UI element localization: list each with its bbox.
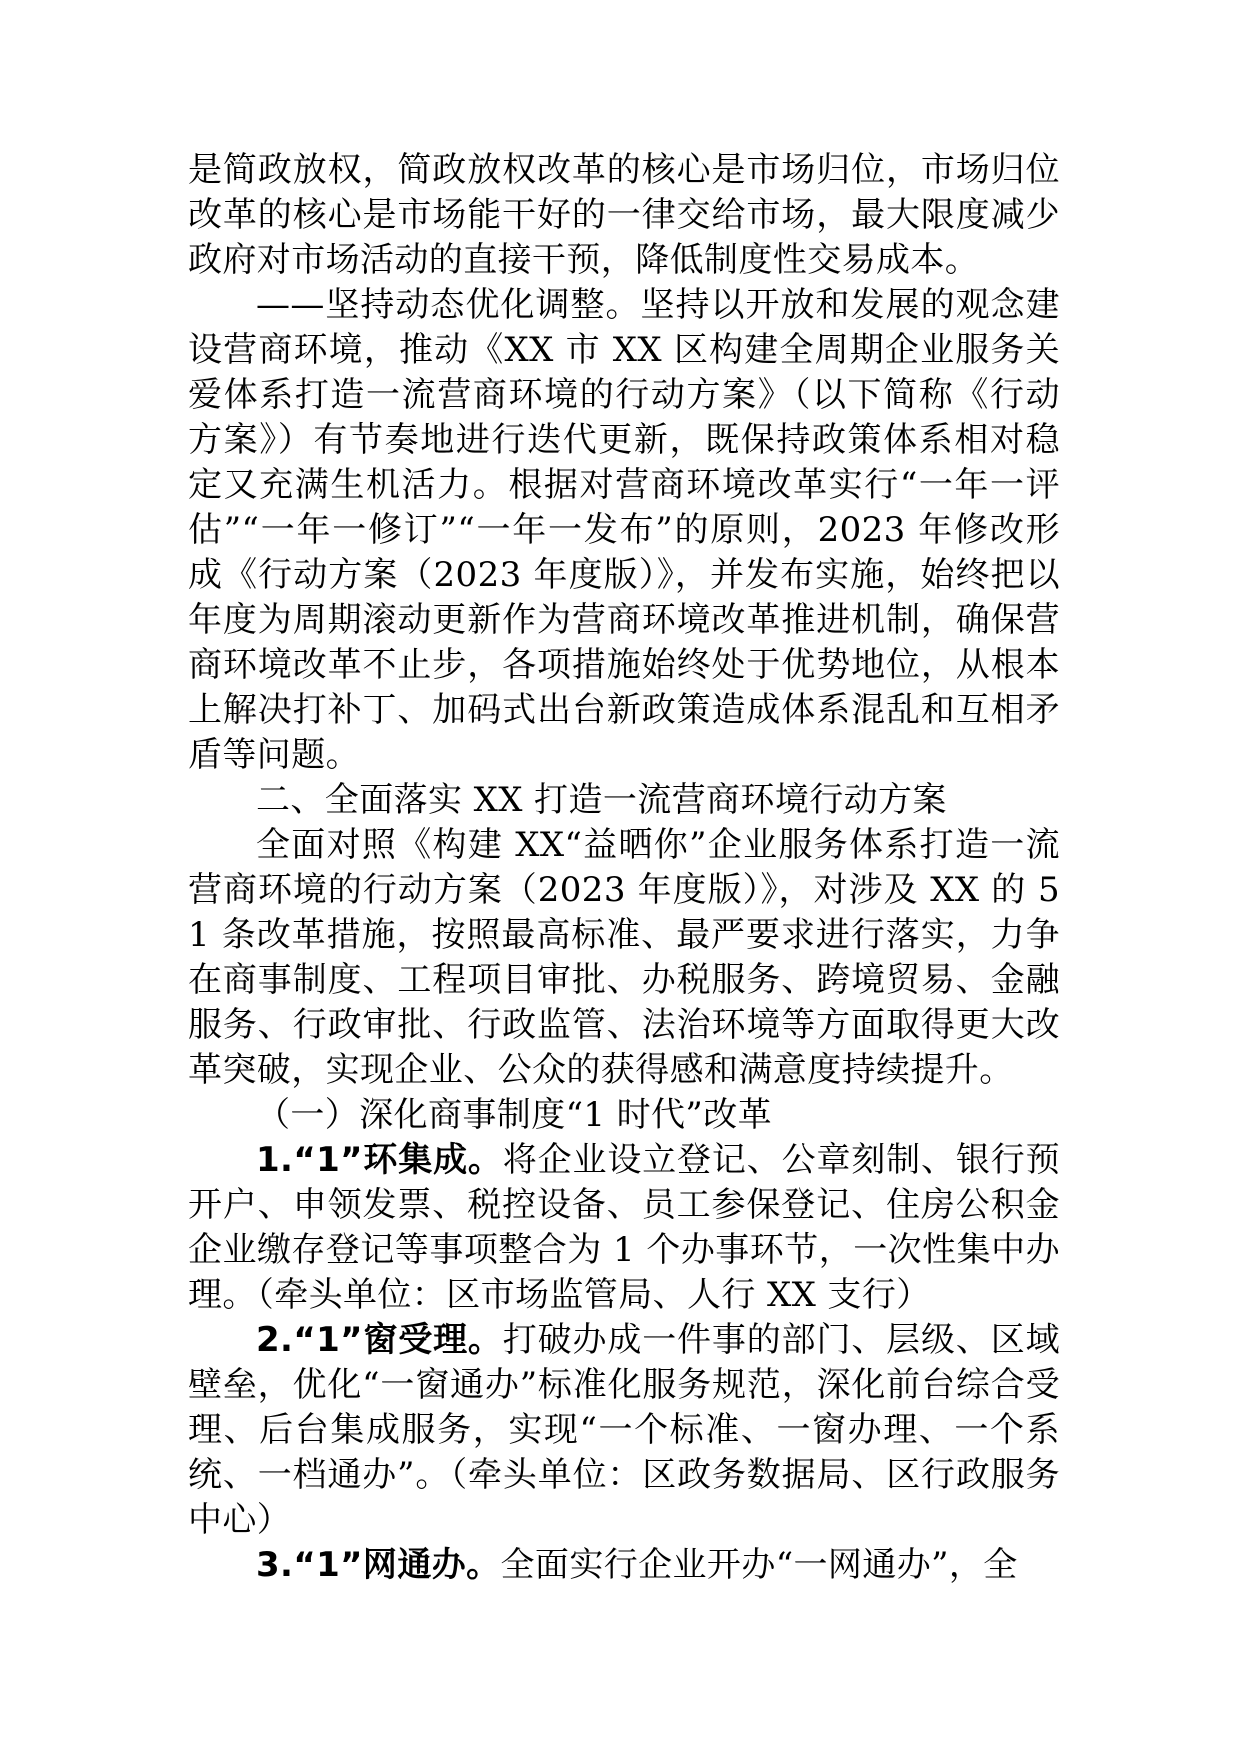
document-page (188, 148, 1060, 1588)
list-item-3-body: 全面实行企业开办“一网通办”，全 (500, 1545, 1018, 1585)
list-item-1-lead: 1.“1”环集成。 (256, 1140, 503, 1180)
subsection-heading-1: （一）深化商事制度“1 时代”改革 (256, 1095, 773, 1135)
list-item-2-lead: 2.“1”窗受理。 (256, 1320, 503, 1360)
list-item-1-body: 将企业设立登记、公章刻制、银行预开户、申领发票、税控设备、员工参保登记、住房公积金企业缴存登记等事项整合为 1 个办事环节，一次性集中办理。（牵头单位：区市场监管局、人行 XX 支行） (188, 1140, 1060, 1315)
list-item-3 (188, 1543, 1060, 1588)
paragraph-action-plan: 全面对照《构建 XX“益晒你”企业服务体系打造一流营商环境的行动方案（2023 年度版）》，对涉及 XX 的 51 条改革措施，按照最高标准、最严要求进行落实，力争在商事制度、工程项目审批、办税服务、跨境贸易、金融服务、行政审批、行政监管、法治环境等方面取得更大改革突破，实现企业、公众的获得感和满意度持续提升。 (188, 825, 1060, 1090)
list-item-1 (188, 1138, 1060, 1318)
list-item-2-body: 打破办成一件事的部门、层级、区域壁垒，优化“一窗通办”标准化服务规范，深化前台综合受理、后台集成服务，实现“一个标准、一窗办理、一个系统、一档通办”。（牵头单位：区政务数据局、区行政服务中心） (188, 1320, 1060, 1540)
list-item-2 (188, 1318, 1060, 1543)
list-item-3-lead: 3.“1”网通办。 (256, 1545, 501, 1585)
section-heading-2: 二、全面落实 XX 打造一流营商环境行动方案 (256, 780, 947, 820)
paragraph-continuation: 是简政放权，简政放权改革的核心是市场归位，市场归位改革的核心是市场能干好的一律交给市场，最大限度减少政府对市场活动的直接干预，降低制度性交易成本。 (188, 150, 1060, 280)
paragraph-dynamic-optimization: ——坚持动态优化调整。坚持以开放和发展的观念建设营商环境，推动《XX 市 XX 区构建全周期企业服务关爱体系打造一流营商环境的行动方案》（以下简称《行动方案》）有节奏地进行迭代更新，既保持政策体系相对稳定又充满生机活力。根据对营商环境改革实行“一年一评估”“一年一修订”“一年一发布”的原则，2023 年修改形成《行动方案（2023 年度版）》，并发布实施，始终把以年度为周期滚动更新作为营商环境改革推进机制，确保营商环境改革不止步，各项措施始终处于优势地位，从根本上解决打补丁、加码式出台新政策造成体系混乱和互相矛盾等问题。 (188, 285, 1060, 775)
